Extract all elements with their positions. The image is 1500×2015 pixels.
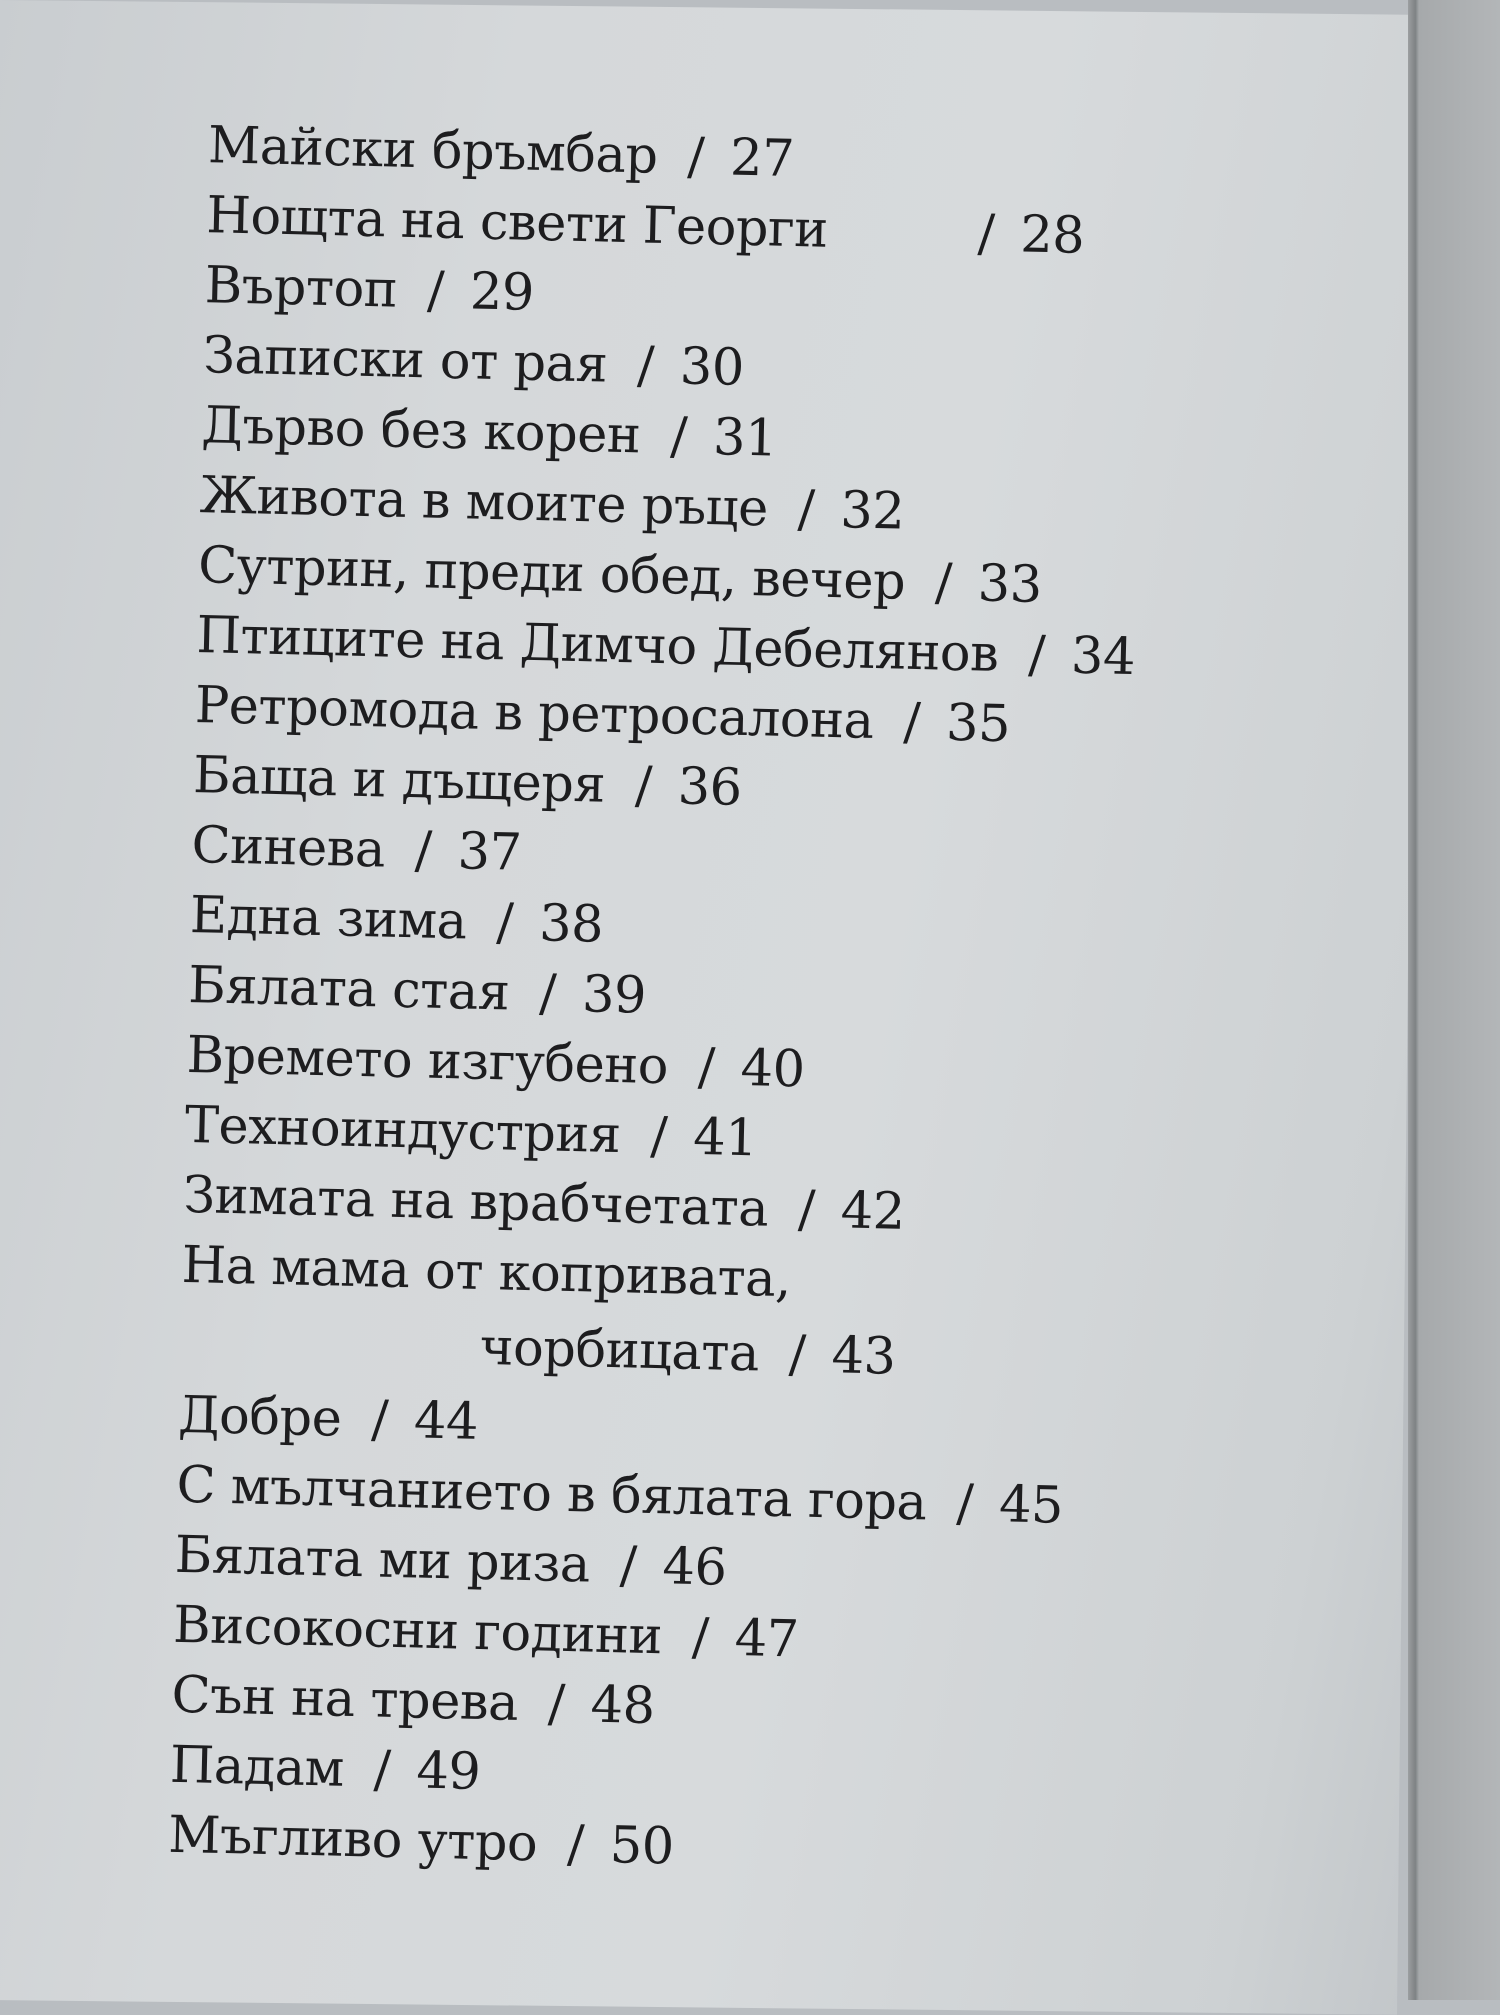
- toc-entry: [175, 1455, 1064, 1536]
- toc-entry-page-number: 29: [469, 262, 535, 323]
- toc-entry-title: Въртоп: [204, 256, 398, 320]
- toc-entry-page-number: 34: [1070, 626, 1136, 688]
- toc-entry: [181, 1235, 792, 1310]
- toc-entry-page-number: 44: [413, 1391, 479, 1452]
- toc-entry-page-number: 42: [840, 1181, 906, 1242]
- toc-entry: [199, 466, 906, 542]
- toc-entry-title: Дърво без корен: [200, 396, 642, 466]
- toc-entry-separator: /: [547, 1674, 566, 1735]
- toc-entry-title: На мама от копривата,: [181, 1235, 792, 1310]
- toc-entry-separator: /: [414, 821, 433, 881]
- toc-entry-title: Синева: [190, 815, 386, 880]
- toc-entry-separator: /: [619, 1536, 638, 1596]
- toc-entry-page-number: 49: [415, 1741, 482, 1803]
- toc-entry-title: Птиците на Димчо Дебелянов: [195, 606, 1000, 684]
- toc-entry: [170, 1665, 656, 1737]
- toc-entry: [172, 1595, 800, 1670]
- toc-entry: [169, 1735, 482, 1803]
- toc-entry-page-number: 32: [839, 481, 906, 542]
- toc-entry: [194, 676, 1011, 755]
- toc-entry: [190, 815, 523, 883]
- toc-entry-separator: /: [691, 1608, 710, 1668]
- toc-entry: [204, 256, 535, 323]
- toc-entry-page-number: 38: [538, 894, 604, 955]
- toc-entry-title: Мъгливо утро: [167, 1805, 538, 1874]
- toc-entry-title: Техноиндустрия: [184, 1095, 622, 1166]
- toc-entry-page-number: 28: [1019, 205, 1085, 266]
- toc-entry-page-number: 50: [609, 1816, 675, 1877]
- toc-entry-separator: /: [669, 407, 688, 467]
- toc-entry-page-number: 27: [729, 128, 795, 189]
- toc-entry-separator: /: [788, 1325, 807, 1385]
- toc-entry: [182, 1165, 906, 1242]
- toc-entry-title: Записки от рая: [202, 326, 608, 395]
- toc-entry-page-number: 41: [692, 1107, 758, 1169]
- toc-entry: [205, 186, 1085, 266]
- toc-entry-page-number: 43: [830, 1326, 897, 1387]
- toc-entry-page-number: 45: [998, 1475, 1064, 1536]
- toc-entry-title: Майски бръмбар: [207, 116, 659, 186]
- toc-entry: [200, 396, 778, 469]
- toc-entry-title: Бялата ми риза: [174, 1525, 591, 1595]
- toc-entry: [202, 326, 745, 398]
- toc-entry-separator: /: [697, 1037, 716, 1098]
- toc-entry-page-number: 40: [739, 1038, 806, 1100]
- toc-entry: [189, 885, 604, 955]
- toc-entry-page-number: 33: [977, 554, 1043, 615]
- toc-entry-title: Баща и дъщеря: [192, 746, 606, 815]
- toc-entry-page-number: 31: [712, 408, 778, 469]
- toc-entry-title: Сутрин, преди обед, вечер: [197, 536, 906, 612]
- toc-entry-separator: /: [373, 1740, 392, 1800]
- toc-entry-separator: /: [649, 1106, 668, 1167]
- toc-entry: [187, 955, 647, 1026]
- toc-entry-separator: /: [426, 261, 445, 321]
- toc-entry-separator: /: [797, 1180, 816, 1240]
- toc-entry-title: Ретромода в ретросалона: [194, 676, 875, 752]
- toc-entry: [195, 606, 1136, 688]
- toc-entry-page-number: 37: [456, 822, 523, 883]
- toc-entry-title: Една зима: [189, 885, 468, 952]
- toc-entry-separator: /: [686, 127, 705, 187]
- toc-entry-title: Добре: [177, 1385, 343, 1449]
- toc-entry: [479, 1317, 897, 1387]
- toc-entry-title: Бялата стая: [187, 955, 511, 1023]
- toc-entry-title: Нощта на свети Георги: [205, 186, 829, 260]
- toc-entry-page-number: 35: [945, 693, 1011, 755]
- toc-entry-page-number: 36: [677, 757, 743, 818]
- toc-entry: [184, 1095, 758, 1169]
- toc-entry-separator: /: [955, 1474, 974, 1534]
- toc-entry-title: Времето изгубено: [186, 1025, 669, 1097]
- toc-entry-title: чорбицата: [479, 1317, 760, 1384]
- toc-entry-separator: /: [370, 1390, 389, 1450]
- toc-entry: [186, 1025, 806, 1100]
- toc-entry-page-number: 46: [661, 1537, 728, 1598]
- toc-entry-separator: /: [495, 893, 514, 953]
- toc-entry-title: С мълчанието в бялата гора: [175, 1455, 928, 1533]
- toc-entry-separator: /: [634, 756, 653, 816]
- toc-entry-title: Високосни години: [172, 1595, 663, 1667]
- toc-entry-separator: /: [538, 964, 557, 1024]
- page-edge-shadow: [1408, 0, 1500, 2000]
- toc-entry-title: Живота в моите ръце: [199, 466, 769, 539]
- toc-entry: [167, 1805, 675, 1877]
- toc-entry-separator: /: [566, 1815, 585, 1875]
- toc-entry-separator: /: [977, 204, 996, 264]
- toc-entry-separator: /: [902, 692, 921, 753]
- toc-entry-separator: /: [797, 480, 816, 540]
- toc-entry-title: Сън на трева: [170, 1665, 519, 1733]
- toc-entry-page-number: 47: [734, 1609, 800, 1670]
- toc-entry: [177, 1385, 479, 1452]
- toc-entry-title: Зимата на врабчетата: [182, 1165, 769, 1239]
- toc-entry: [174, 1525, 728, 1598]
- toc-entry-title: Падам: [169, 1735, 345, 1799]
- toc-entry-page-number: 48: [589, 1675, 656, 1737]
- toc-entry-page-number: 39: [581, 965, 647, 1026]
- toc-entry: [197, 536, 1043, 615]
- toc-entry: [192, 746, 743, 818]
- toc-entry-separator: /: [1027, 625, 1046, 686]
- toc-entry: [207, 116, 795, 189]
- toc-entry-separator: /: [636, 336, 655, 396]
- toc-entry-separator: /: [934, 553, 953, 613]
- toc-entry-page-number: 30: [679, 337, 745, 398]
